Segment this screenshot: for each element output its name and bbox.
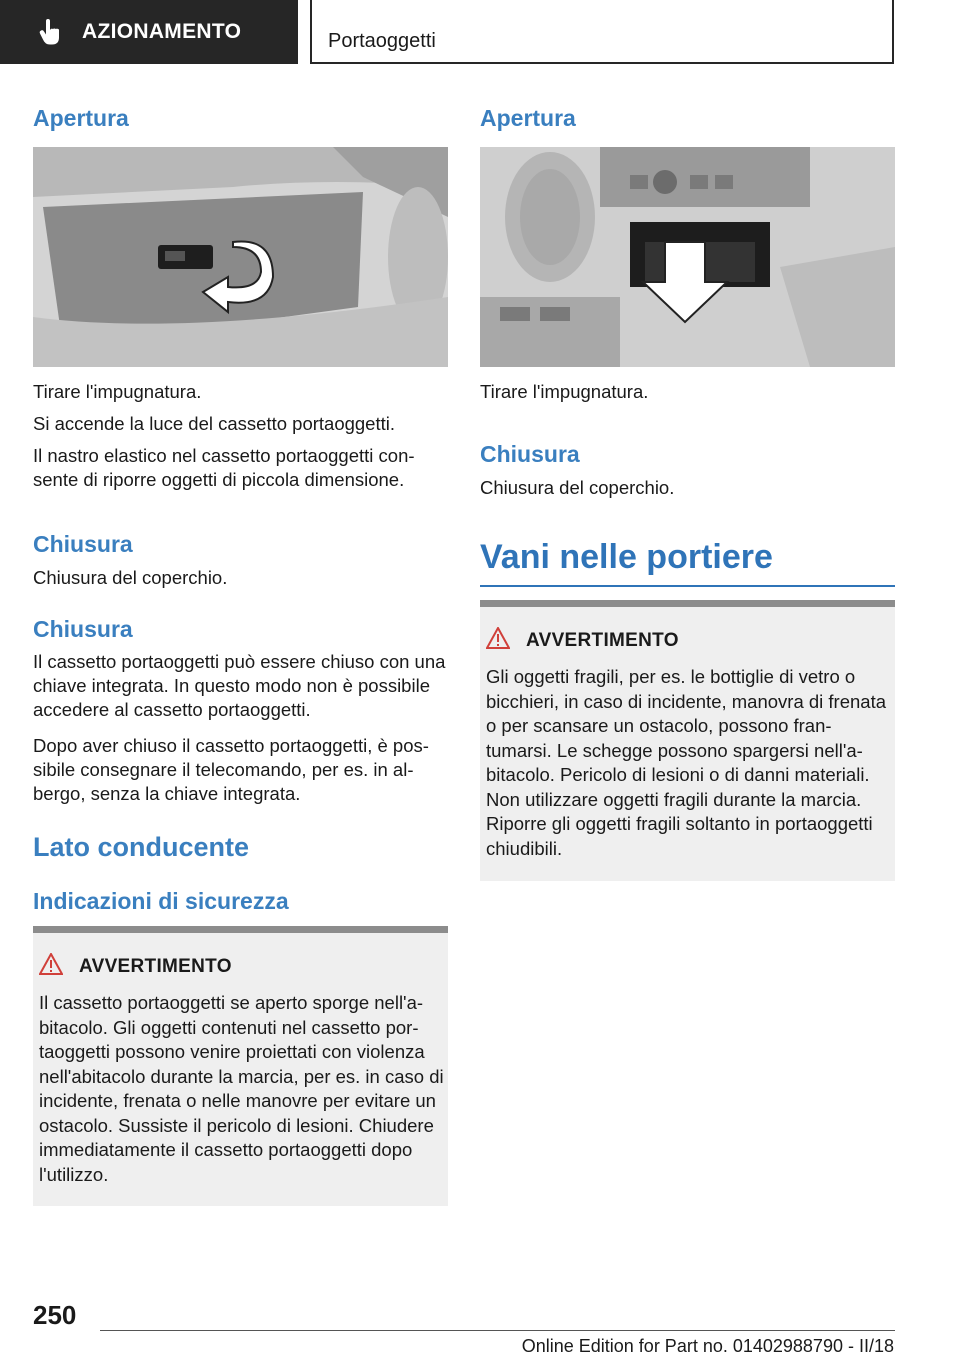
left-chiusura-text-2: Il cassetto portaoggetti può essere chiuso con una chiave integrata. In questo modo non è possibile accedere al cassetto portaoggetti. bbox=[33, 651, 446, 720]
warning-triangle-icon bbox=[39, 953, 63, 980]
warning-title: AVVERTIMENTO bbox=[79, 955, 232, 977]
lato-conducente-heading: Lato conducente bbox=[33, 832, 250, 862]
left-chiusura-heading-1: Chiusura bbox=[33, 531, 133, 557]
warning-body: Il cassetto portaoggetti se aperto sporge nell'abitacolo. Gli oggetti contenuti nel cassetto portaoggetti possono venire proiettati con violenza nell'abitacolo durante la marcia, per es. in caso di incidente, frenata o nelle manovre per evitare un ostacolo. Sussiste il pericolo di lesioni. Chiudere immediatamente il cassetto portaoggetti dopo l'utilizzo. bbox=[39, 992, 444, 1185]
page-title-box bbox=[310, 0, 894, 64]
warning-title-right: AVVERTIMENTO bbox=[526, 629, 679, 651]
warning-box-right bbox=[480, 600, 895, 881]
left-step-1: Tirare l'impugnatura. bbox=[33, 381, 202, 402]
left-step-2: Si accende la luce del cassetto portaoggetti. bbox=[33, 413, 396, 434]
left-chiusura-heading-2: Chiusura bbox=[33, 616, 133, 642]
chapter-tab bbox=[0, 0, 298, 64]
right-chiusura-heading: Chiusura bbox=[480, 441, 580, 467]
warning-header-right bbox=[486, 627, 679, 654]
glovebox-illustration bbox=[33, 147, 448, 367]
edition-info: Online Edition for Part no. 01402988790 - II/18 bbox=[521, 1336, 894, 1356]
chapter-label: AZIONAMENTO bbox=[82, 20, 242, 43]
warning-box-left bbox=[33, 926, 448, 1206]
warning-body-right: Gli oggetti fragili, per es. le bottiglie di vetro o bicchieri, in caso di incidente, manovra di frenata o per scansare un ostacolo, possono frantumarsi. Le schegge possono spargersi nell'abitacolo. Pericolo di lesioni o di danni materiali. Non utilizzare oggetti fragili durante la marcia. Riporre gli oggetti fragili soltanto in portaoggetti chiudibili. bbox=[486, 666, 887, 859]
page-number: 250 bbox=[33, 1300, 77, 1330]
left-step-3: Il nastro elastico nel cassetto portaoggetti consente di riporre oggetti di piccola dimensione. bbox=[33, 445, 415, 490]
vani-portiere-heading: Vani nelle portiere bbox=[480, 538, 895, 587]
sicurezza-heading: Indicazioni di sicurezza bbox=[33, 888, 289, 914]
footer-rule bbox=[100, 1330, 895, 1331]
left-apertura-heading: Apertura bbox=[33, 105, 129, 131]
warning-header bbox=[39, 953, 232, 980]
driver-compartment-illustration bbox=[480, 147, 895, 367]
left-chiusura-text-3: Dopo aver chiuso il cassetto portaoggetti, è possibile consegnare il telecomando, per es. in albergo, senza la chiave integrata. bbox=[33, 735, 429, 804]
page-title: Portaoggetti bbox=[328, 30, 436, 52]
right-apertura-heading: Apertura bbox=[480, 105, 576, 131]
warning-triangle-icon bbox=[486, 627, 510, 654]
right-step-1: Tirare l'impugnatura. bbox=[480, 381, 649, 402]
left-chiusura-text-1: Chiusura del coperchio. bbox=[33, 567, 228, 588]
hand-pointer-icon bbox=[38, 18, 64, 46]
right-chiusura-text: Chiusura del coperchio. bbox=[480, 477, 675, 498]
